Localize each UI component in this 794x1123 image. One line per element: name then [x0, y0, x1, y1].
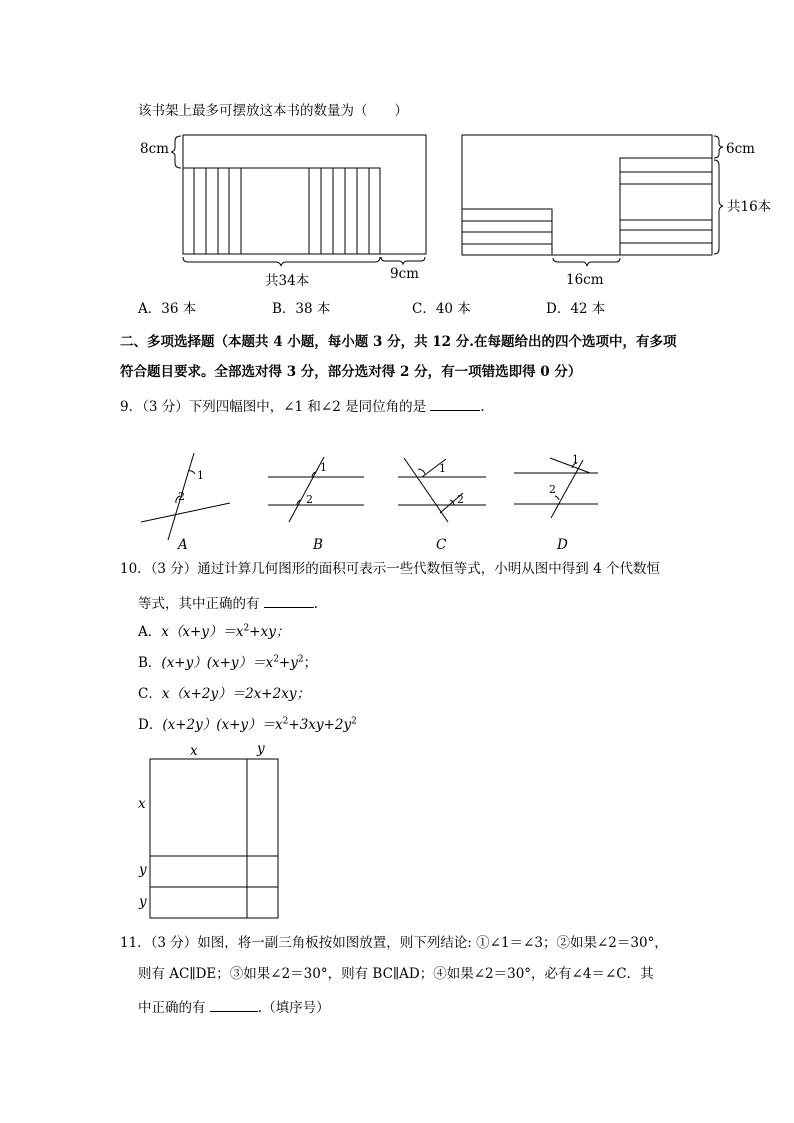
q10-option-a-left: x（x+y）＝x — [161, 624, 244, 640]
q9-label-d: D — [557, 537, 568, 553]
q10-option-c-prefix: C． — [138, 686, 162, 702]
q11-line1: 11．（3 分）如图，将一副三角板按如图放置，则下列结论: ①∠1＝∠3；②如果∠2＝30°， — [120, 935, 668, 951]
q10-option-a-prefix: A． — [138, 624, 162, 640]
q9-stem-text: 9．（3 分）下列四幅图中，∠1 和∠2 是同位角的是 — [120, 399, 427, 415]
q9-label-a: A — [178, 537, 188, 553]
q10-option-d-left: (x+2y）(x+y）＝x — [162, 717, 283, 733]
q9-a-angle2: 2 — [178, 490, 185, 503]
q8-option-d: D．42 本 — [546, 301, 606, 317]
q9-d-angle1: 1 — [572, 453, 579, 466]
left-bottom-label: 共34本 — [265, 273, 310, 289]
q10-stem-end: . — [313, 596, 319, 612]
q8-stem: 该书架上最多可摆放这本书的数量为（ ） — [138, 103, 408, 119]
q10-fig-left-x: x — [138, 796, 146, 812]
q11-line3 — [138, 999, 330, 1016]
q10-option-d-prefix: D． — [138, 717, 163, 733]
q10-option-b-prefix: B． — [138, 655, 162, 671]
right-top-label: 6cm — [726, 141, 755, 157]
q10-option-b-left: (x+y）(x+y）＝x — [161, 655, 274, 671]
q10-option-b-exp1: 2 — [273, 654, 279, 665]
q8-option-b: B．38 本 — [272, 301, 331, 317]
right-side-label: 共16本 — [727, 199, 772, 215]
q10-option-b-exp2: 2 — [297, 654, 304, 665]
q10-option-a-right: +xy； — [249, 624, 290, 640]
q11-answer-blank[interactable] — [210, 999, 258, 1012]
q8-option-a: A．36 本 — [138, 301, 197, 317]
q9-d-angle2: 2 — [549, 483, 556, 496]
q9-label-b: B — [313, 537, 323, 553]
q10-fig-left-y1: y — [139, 862, 147, 878]
left-height-label: 8cm — [140, 141, 169, 157]
q10-option-a-exp: 2 — [243, 623, 250, 634]
q9-c-angle2: 2 — [457, 493, 464, 506]
q10-option-d-mid: +3xy+2y — [288, 717, 352, 733]
q9-c-angle1: 1 — [439, 462, 446, 475]
right-gap-label: 16cm — [566, 272, 604, 288]
q11-line2: 则有 AC∥DE；③如果∠2＝30°，则有 BC∥AD；④如果∠2＝30°，必有∠4＝∠C．其 — [138, 966, 654, 982]
q10-stem-line1: 10．（3 分）通过计算几何图形的面积可表示一些代数恒等式，小明从图中得到 4 个代数恒 — [120, 561, 660, 577]
left-gap-label: 9cm — [390, 266, 419, 282]
q10-option-d-exp2: 2 — [351, 716, 357, 727]
q9-a-angle1: 1 — [197, 469, 204, 482]
q11-line3-post: .（填序号） — [257, 1000, 330, 1016]
q10-fig-left-y2: y — [139, 894, 147, 910]
q10-option-c-text: x（x+2y）＝2x+2xy； — [161, 686, 310, 702]
q10-option-d-exp1: 2 — [282, 716, 289, 727]
q8-option-c: C．40 本 — [412, 301, 471, 317]
q10-fig-top-x: x — [190, 743, 198, 759]
q10-option-b-right: ； — [303, 655, 318, 671]
q9-b-angle1: 1 — [320, 461, 327, 474]
section2-heading-line1: 二、多项选择题（本题共 4 小题，每小题 3 分，共 12 分.在每题给出的四个选项中，有多项 — [120, 334, 677, 350]
q10-stem-text: 等式，其中正确的有 — [138, 596, 260, 612]
section2-heading-line2: 符合题目要求。全部选对得 3 分，部分选对得 2 分，有一项错选即得 0 分） — [120, 364, 582, 380]
q10-option-b-mid: +y — [278, 655, 298, 671]
q10-fig-top-y: y — [257, 741, 265, 757]
q9-stem-end: . — [480, 399, 485, 415]
q9-label-c: C — [436, 537, 447, 553]
q11-line3-pre: 中正确的有 — [138, 1000, 206, 1016]
q9-b-angle2: 2 — [306, 493, 313, 506]
